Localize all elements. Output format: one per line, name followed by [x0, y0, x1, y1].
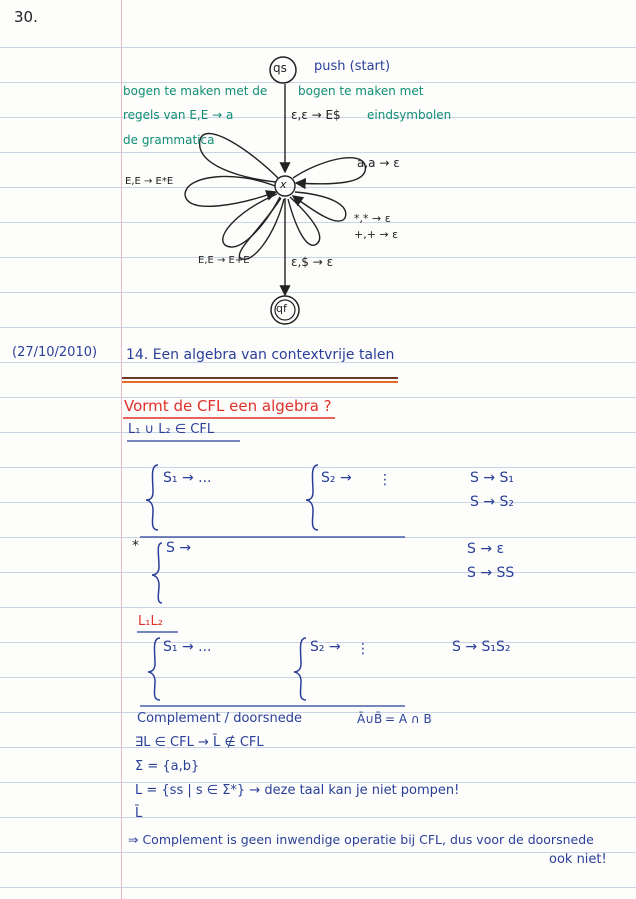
petal-right [293, 192, 346, 221]
star-brace [152, 543, 162, 603]
green-left-1: bogen te maken met de [123, 84, 268, 98]
petal-upper-right [293, 158, 365, 184]
rule-concat: S → S₁S₂ [452, 639, 511, 655]
rule-s-s2: S → S₂ [470, 494, 515, 510]
union-s2: S₂ → [321, 470, 352, 486]
loop-right-top-label: a,a → ε [357, 156, 400, 170]
green-left-3: de grammatica [123, 133, 215, 147]
rule-s-eps: S → ε [467, 541, 505, 557]
union-brace-1 [146, 465, 158, 530]
concat-brace-2 [294, 638, 306, 700]
concat-s2: S₂ → [310, 639, 341, 655]
petal-left [185, 176, 276, 206]
lecture-heading: 14. Een algebra van contextvrije talen [126, 347, 395, 363]
rule-s-s1: S → S₁ [470, 470, 515, 486]
lecture-date: (27/10/2010) [12, 345, 98, 360]
eps-arrow-label: ε,ε → E$ [291, 108, 341, 122]
loop-star-label: *,* → ε [354, 212, 391, 225]
sigma-line: Σ = {a,b} [135, 759, 200, 774]
lecture-question: Vormt de CFL een algebra ? [124, 397, 332, 415]
concat-title: L₁L₂ [138, 614, 163, 629]
push-label: push (start) [314, 59, 391, 74]
l-line: L = {ss | s ∈ Σ*} → deze taal kan je niet pompen! [135, 783, 460, 798]
exists-line: ∃L ∈ CFL → L̄ ∉ CFL [135, 735, 264, 750]
middle-state-label: x [280, 178, 287, 191]
complement-title: Complement / doorsnede [137, 711, 302, 726]
union-title: L₁ ∪ L₂ ∈ CFL [128, 422, 215, 437]
page-number: 30. [14, 8, 38, 26]
petal-lower-left-1 [223, 194, 280, 247]
concat-brace-1 [148, 638, 160, 700]
conclusion-line-1: ⇒ Complement is geen inwendige operatie bij CFL, dus voor de doorsnede [128, 832, 594, 847]
demorgan-rhs: = A ∩ B [385, 712, 432, 726]
loop-bottom-left-label: E,E → E+E [198, 255, 250, 266]
concat-s2-dots: ⋮ [356, 641, 370, 657]
down-arrow-label: ε,$ → ε [291, 255, 334, 269]
loop-left-label: E,E → E*E [125, 176, 174, 187]
start-state-label: qs [273, 61, 287, 75]
star-s: S → [166, 540, 192, 556]
demorgan-lhs: Ā∪B̄ [357, 712, 383, 726]
final-state-label: qf [276, 302, 287, 315]
green-right-1: bogen te maken met [298, 84, 424, 98]
green-left-2: regels van E,E → a [123, 108, 234, 122]
union-s2-dots: ⋮ [378, 472, 392, 488]
rule-s-ss: S → SS [467, 565, 515, 581]
l-bar: L̄ [135, 806, 143, 821]
star-mark: * [132, 538, 139, 554]
conclusion-line-2: ook niet! [549, 852, 607, 867]
loop-petals [185, 134, 365, 260]
union-brace-2 [306, 465, 318, 530]
union-s1: S₁ → ... [163, 470, 212, 486]
loop-plus-label: +,+ → ε [354, 228, 399, 241]
petal-lower-left-2 [239, 198, 284, 259]
green-right-2: eindsymbolen [367, 108, 452, 122]
concat-s1: S₁ → ... [163, 639, 212, 655]
